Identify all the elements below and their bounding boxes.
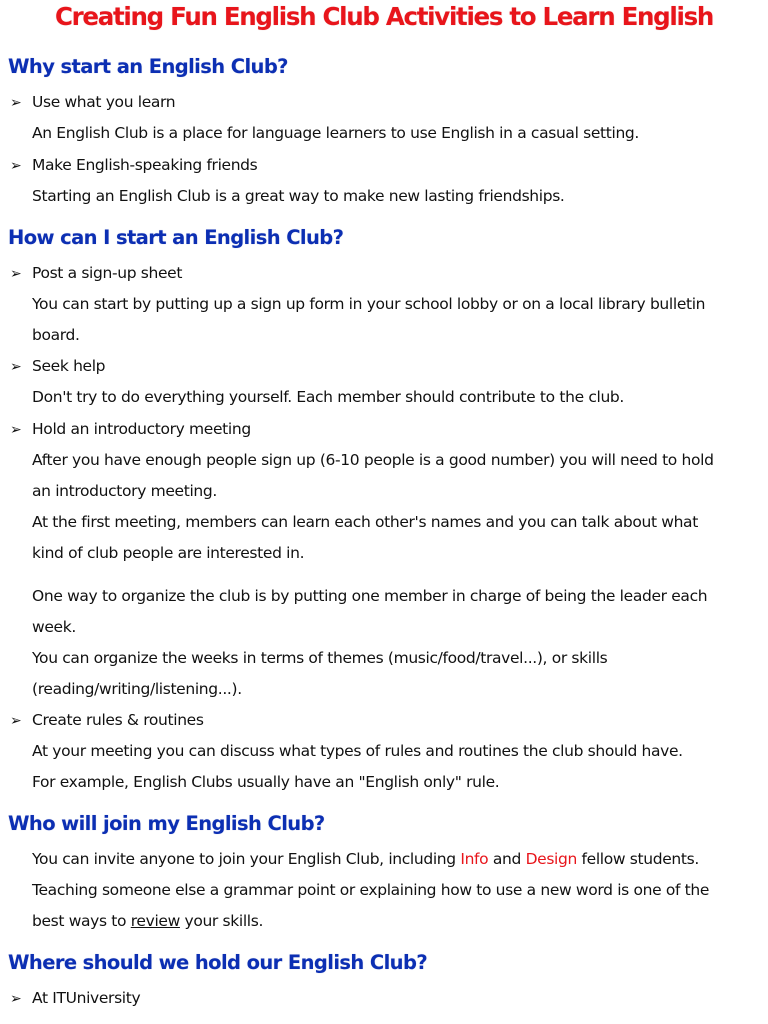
bullet-rules-routines xyxy=(10,711,204,729)
arrow-bullet-icon: ➢ xyxy=(10,95,22,111)
bullet-label: At ITUniversity xyxy=(32,989,141,1007)
paragraph: At your meeting you can discuss what types of rules and routines the club should have. xyxy=(32,742,683,760)
page-title: Creating Fun English Club Activities to Learn English xyxy=(54,2,714,31)
paragraph: Teaching someone else a grammar point or explaining how to use a new word is one of the xyxy=(32,881,710,899)
paragraph: After you have enough people sign up (6-10 people is a good number) you will need to hold xyxy=(32,451,714,469)
text: best ways to xyxy=(32,912,131,930)
underlined-review: review xyxy=(130,912,180,930)
paragraph xyxy=(32,850,699,868)
arrow-bullet-icon: ➢ xyxy=(10,266,22,282)
text: You can invite anyone to join your English Club, including xyxy=(32,850,461,868)
text: week xyxy=(32,618,72,636)
paragraph: You can start by putting up a sign up form in your school lobby or on a local library bulletin xyxy=(32,295,706,313)
bullet-label: Make English-speaking friends xyxy=(32,156,258,174)
heading-where: Where should we hold our English Club? xyxy=(8,951,428,974)
bullet-label: Create rules & routines xyxy=(32,711,204,729)
bullet-label: Post a sign-up sheet xyxy=(32,264,183,282)
paragraph: You can organize the weeks in terms of themes (music/food/travel...), or skills xyxy=(32,649,608,667)
highlight-design: Design xyxy=(525,850,577,868)
text: and xyxy=(488,850,526,868)
bullet-make-friends xyxy=(10,156,257,174)
text: each xyxy=(671,587,708,605)
bullet-label: Use what you learn xyxy=(32,93,176,111)
arrow-bullet-icon: ➢ xyxy=(10,359,22,375)
paragraph: an introductory meeting. xyxy=(32,482,217,500)
bullet-use-what-you-learn xyxy=(10,93,175,111)
bullet-label: Seek help xyxy=(32,357,106,375)
text: One way to organize the club is by putting one member in charge of being the leader xyxy=(32,587,672,605)
heading-why: Why start an English Club? xyxy=(8,55,288,78)
arrow-bullet-icon: ➢ xyxy=(10,422,22,438)
bullet-introductory-meeting xyxy=(10,420,251,438)
text: your skills. xyxy=(179,912,264,930)
paragraph xyxy=(32,912,263,930)
paragraph: board. xyxy=(32,326,80,344)
paragraph xyxy=(32,587,707,605)
bullet-sign-up-sheet xyxy=(10,264,182,282)
arrow-bullet-icon: ➢ xyxy=(10,713,22,729)
highlight-info: Info xyxy=(460,850,489,868)
paragraph: kind of club people are interested in. xyxy=(32,544,305,562)
heading-how: How can I start an English Club? xyxy=(8,226,344,249)
bullet-at-ituniversity xyxy=(10,989,140,1007)
paragraph: Starting an English Club is a great way to make new lasting friendships. xyxy=(32,187,565,205)
paragraph: For example, English Clubs usually have an "English only" rule. xyxy=(32,773,500,791)
text: fellow students. xyxy=(576,850,699,868)
arrow-bullet-icon: ➢ xyxy=(10,991,22,1007)
text: . xyxy=(71,618,76,636)
bullet-label: Hold an introductory meeting xyxy=(32,420,251,438)
paragraph: An English Club is a place for language learners to use English in a casual setting. xyxy=(32,124,639,142)
heading-who: Who will join my English Club? xyxy=(8,812,325,835)
paragraph: (reading/writing/listening...). xyxy=(32,680,242,698)
paragraph: At the first meeting, members can learn each other's names and you can talk about what xyxy=(32,513,698,531)
bullet-seek-help xyxy=(10,357,105,375)
arrow-bullet-icon: ➢ xyxy=(10,158,22,174)
paragraph xyxy=(32,618,76,636)
paragraph: Don't try to do everything yourself. Each member should contribute to the club. xyxy=(32,388,624,406)
